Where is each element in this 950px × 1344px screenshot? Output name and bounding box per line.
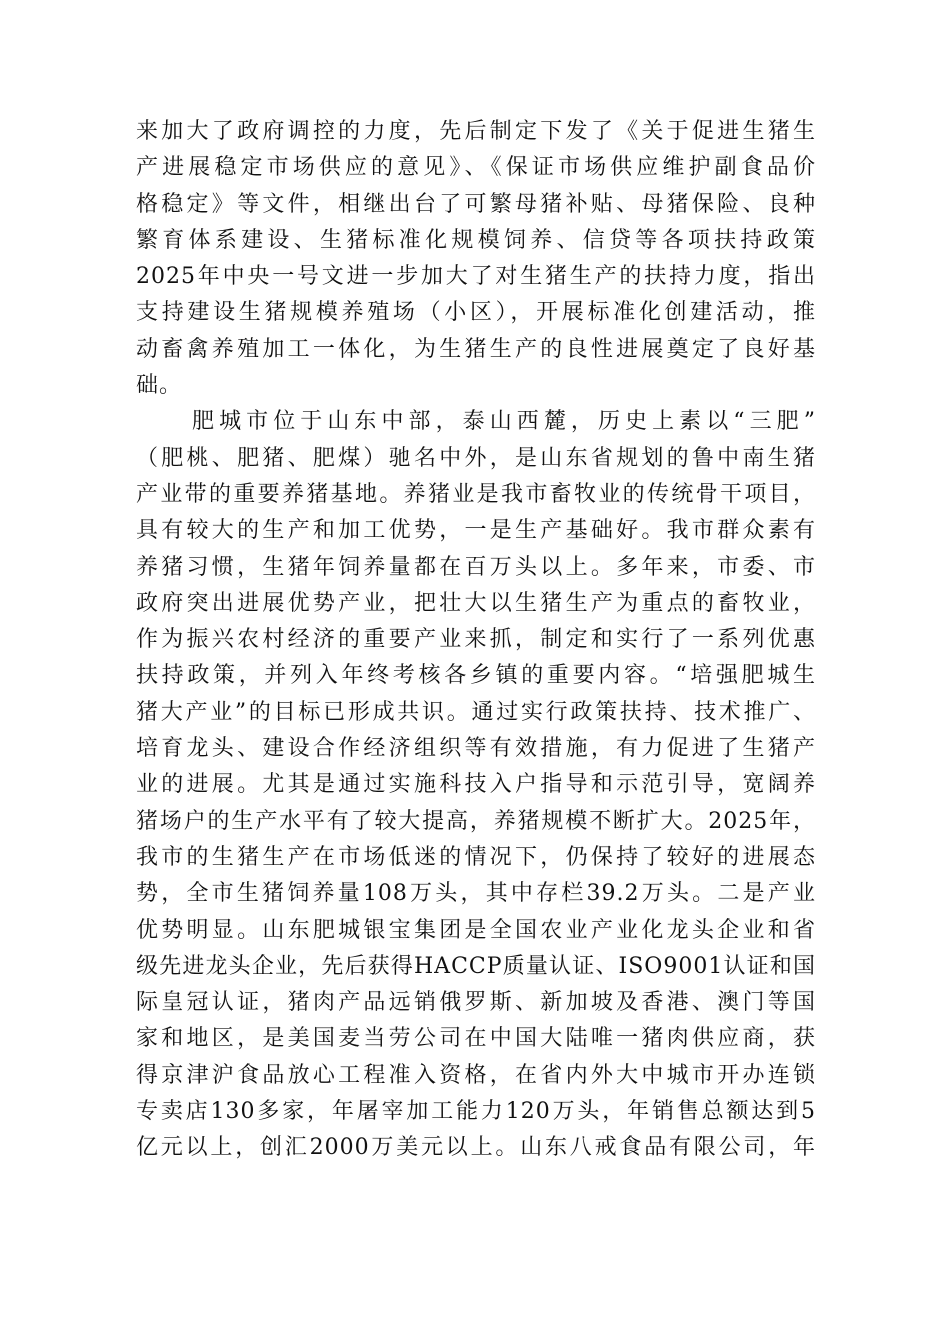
text-line: 2025年中央一号文进一步加大了对生猪生产的扶持力度，指出: [136, 264, 816, 290]
text-line: （肥桃、肥猪、肥煤）驰名中外，是山东省规划的鲁中南生猪: [136, 445, 816, 471]
text-line: 专卖店130多家，年屠宰加工能力120万头，年销售总额达到5: [136, 1099, 816, 1125]
text-line: 得京津沪食品放心工程准入资格，在省内外大中城市开办连锁: [136, 1062, 816, 1088]
text-line: 础。: [136, 373, 183, 399]
text-line: 支持建设生猪规模养殖场（小区），开展标准化创建活动，推: [136, 300, 816, 326]
text-line: 家和地区，是美国麦当劳公司在中国大陆唯一猪肉供应商，获: [136, 1026, 816, 1052]
text-line: 来加大了政府调控的力度，先后制定下发了《关于促进生猪生: [136, 119, 816, 144]
text-line: 繁育体系建设、生猪标准化规模饲养、信贷等各项扶持政策: [136, 227, 816, 253]
text-line: 具有较大的生产和加工优势，一是生产基础好。我市群众素有: [136, 518, 816, 544]
text-line: 我市的生猪生产在市场低迷的情况下，仍保持了较好的进展态: [136, 844, 816, 870]
text-line: 际皇冠认证，猪肉产品远销俄罗斯、新加坡及香港、澳门等国: [136, 990, 816, 1016]
text-line: 势，全市生猪饲养量108万头，其中存栏39.2万头。二是产业: [136, 881, 816, 907]
paragraph-first-line: 肥城市位于山东中部，泰山西麓，历史上素以“三肥”: [192, 409, 816, 435]
text-line: 猪场户的生产水平有了较大提高，养猪规模不断扩大。2025年，: [136, 808, 816, 834]
body-text: [136, 114, 816, 1167]
text-line: 培育龙头、建设合作经济组织等有效措施，有力促进了生猪产: [136, 736, 816, 762]
text-line: 产进展稳定市场供应的意见》、《保证市场供应维护副食品价: [136, 155, 816, 181]
text-line: 动畜禽养殖加工一体化，为生猪生产的良性进展奠定了良好基: [136, 336, 816, 362]
text-line: 作为振兴农村经济的重要产业来抓，制定和实行了一系列优惠: [136, 627, 816, 653]
text-line: 扶持政策，并列入年终考核各乡镇的重要内容。“培强肥城生: [136, 663, 816, 689]
text-line: 政府突出进展优势产业，把壮大以生猪生产为重点的畜牧业，: [136, 590, 816, 616]
text-line: 级先进龙头企业，先后获得HACCP质量认证、ISO9001认证和国: [136, 953, 816, 979]
text-line: 养猪习惯，生猪年饲养量都在百万头以上。多年来，市委、市: [136, 554, 816, 580]
text-line: 猪大产业”的目标已形成共识。通过实行政策扶持、技术推广、: [136, 699, 816, 725]
text-line: 业的进展。尤其是通过实施科技入户指导和示范引导，宽阔养: [136, 772, 816, 798]
text-line: 产业带的重要养猪基地。养猪业是我市畜牧业的传统骨干项目，: [136, 481, 816, 507]
text-line: 优势明显。山东肥城银宝集团是全国农业产业化龙头企业和省: [136, 917, 816, 943]
text-line: 亿元以上，创汇2000万美元以上。山东八戒食品有限公司，年: [136, 1135, 816, 1161]
text-line: 格稳定》等文件，相继出台了可繁母猪补贴、母猪保险、良种: [136, 191, 816, 217]
